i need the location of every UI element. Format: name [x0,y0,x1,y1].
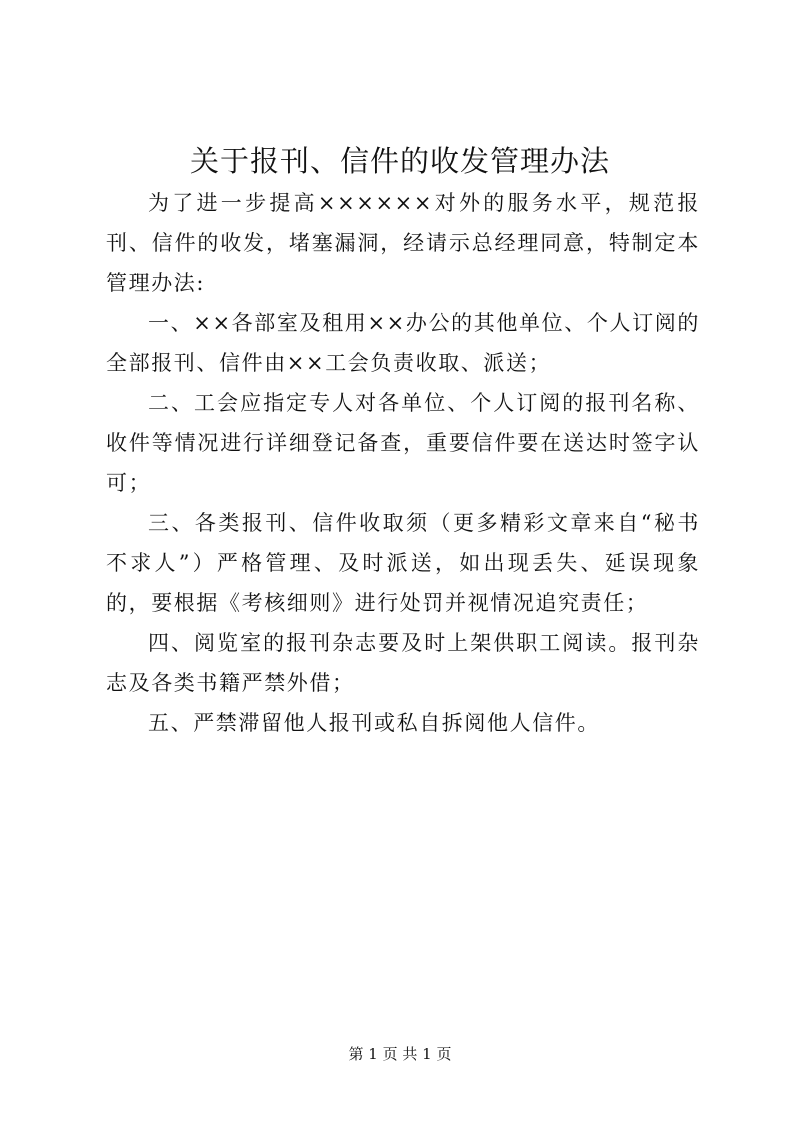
rule-paragraph-3: 三、各类报刊、信件收取须（更多精彩文章来自“秘书不求人”）严格管理、及时派送，如出现丢失、延误现象的，要根据《考核细则》进行处罚并视情况追究责任； [106,511,700,615]
page-number: 第 1 页 [348,1045,398,1063]
document-title: 关于报刊、信件的收发管理办法 [189,144,610,178]
page-footer [0,1044,800,1064]
rule-paragraph-4: 四、阅览室的报刊杂志要及时上架供职工阅读。报刊杂志及各类书籍严禁外借； [106,631,700,695]
intro-paragraph: 为了进一步提高××××××对外的服务水平，规范报刊、信件的收发，堵塞漏洞，经请示总经理同意，特制定本管理办法: [106,191,700,295]
rule-paragraph-5: 五、严禁滞留他人报刊或私自拆阅他人信件。 [148,711,600,735]
document-body [106,183,700,743]
page-total: 共 1 页 [402,1045,452,1063]
rule-paragraph-1: 一、××各部室及租用××办公的其他单位、个人订阅的全部报刊、信件由××工会负责收取、派送； [106,311,700,375]
rule-paragraph-2: 二、工会应指定专人对各单位、个人订阅的报刊名称、收件等情况进行详细登记备查，重要信件要在送达时签字认可； [106,391,700,495]
